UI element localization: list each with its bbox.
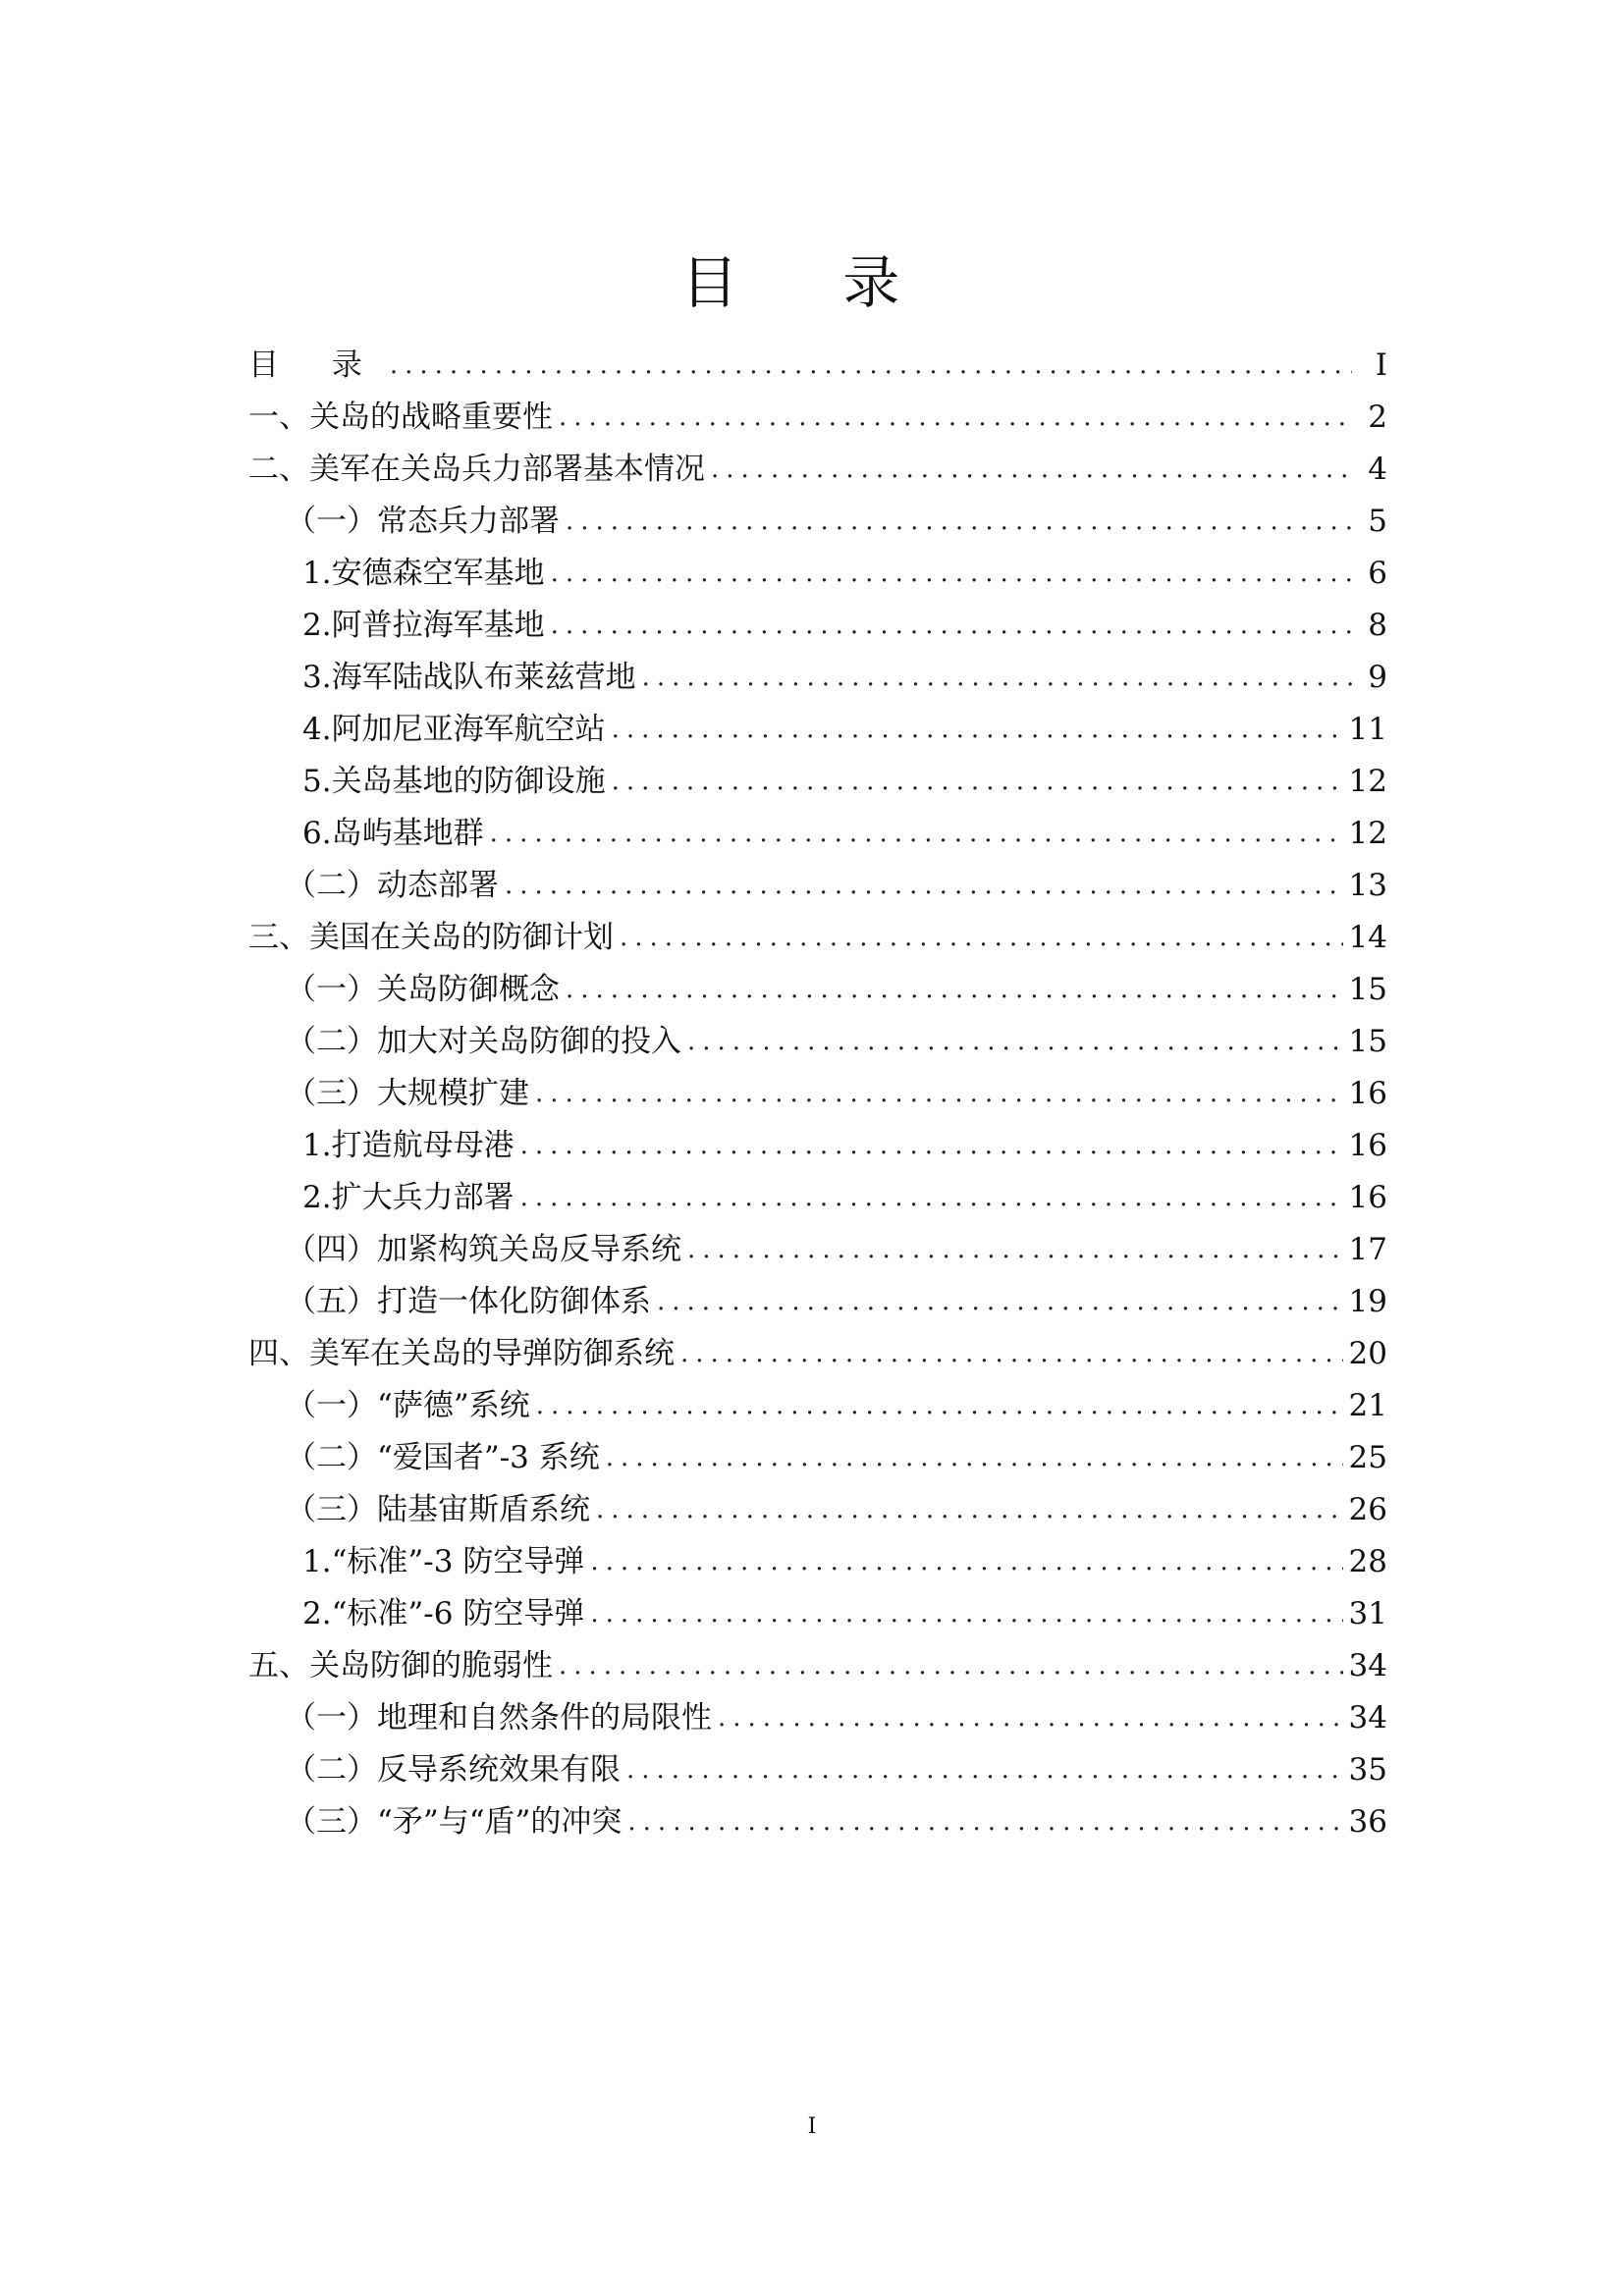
toc-entry-page: 5 — [1368, 504, 1387, 539]
toc-leader-dots — [520, 1172, 1343, 1224]
toc-entry[interactable] — [248, 392, 1387, 444]
toc-entry-page: 34 — [1348, 1700, 1387, 1735]
toc-entry-page: 8 — [1368, 608, 1387, 643]
toc-entry[interactable] — [286, 860, 1387, 912]
toc-entry-label: 一、关岛的战略重要性 — [248, 400, 553, 435]
toc-entry-label: 2.阿普拉海军基地 — [302, 608, 545, 643]
toc-entry[interactable] — [302, 756, 1387, 808]
toc-entry[interactable] — [248, 1640, 1387, 1692]
toc-entry[interactable] — [302, 808, 1387, 860]
toc-entry[interactable] — [302, 1172, 1387, 1224]
toc-entry-page: 9 — [1368, 660, 1387, 695]
toc-entry-page: 21 — [1348, 1388, 1387, 1423]
toc-entry-page: 14 — [1348, 920, 1387, 955]
toc-entry[interactable] — [286, 1068, 1387, 1120]
toc-entry[interactable] — [248, 912, 1387, 964]
toc-leader-dots — [612, 704, 1343, 756]
toc-entry-page: 28 — [1348, 1544, 1387, 1579]
toc-leader-dots — [390, 340, 1352, 392]
toc-leader-dots — [520, 1120, 1343, 1172]
toc-entry-label: （二）动态部署 — [286, 868, 499, 903]
toc-entry-page: 4 — [1368, 452, 1387, 487]
toc-entry-page: 13 — [1348, 868, 1387, 903]
toc-entry-page: 11 — [1348, 712, 1387, 747]
toc-entry[interactable] — [248, 1328, 1387, 1380]
toc-entry[interactable] — [248, 444, 1387, 496]
toc-entry-label: 四、美军在关岛的导弹防御系统 — [248, 1336, 675, 1371]
toc-entry-label: 3.海军陆战队布莱兹营地 — [302, 660, 636, 695]
toc-entry-label: 2.“标准”-6 防空导弹 — [302, 1596, 585, 1631]
toc-entry-page: 12 — [1348, 764, 1387, 799]
toc-leader-dots — [642, 652, 1352, 704]
toc-entry-page: 15 — [1348, 1024, 1387, 1059]
toc-entry[interactable] — [286, 1796, 1387, 1848]
toc-entry[interactable] — [286, 1016, 1387, 1068]
toc-entry[interactable] — [302, 1120, 1387, 1172]
toc-entry[interactable] — [286, 496, 1387, 548]
toc-leader-dots — [612, 756, 1343, 808]
toc-leader-dots — [620, 912, 1343, 964]
toc-leader-dots — [627, 1796, 1342, 1848]
toc-entry-label: （三）陆基宙斯盾系统 — [286, 1492, 590, 1527]
toc-entry-label: （一）“萨德”系统 — [286, 1388, 530, 1423]
toc-entry-page: 19 — [1348, 1284, 1387, 1319]
toc-entry-page: 20 — [1348, 1336, 1387, 1371]
toc-entry[interactable] — [286, 1380, 1387, 1432]
toc-entry-label: （四）加紧构筑关岛反导系统 — [286, 1232, 681, 1267]
toc-entry-label: 五、关岛防御的脆弱性 — [248, 1648, 553, 1683]
toc-entry-label: （一）地理和自然条件的局限性 — [286, 1700, 712, 1735]
toc-entry-page: 16 — [1348, 1076, 1387, 1111]
toc-entry[interactable] — [286, 1224, 1387, 1276]
toc-entry[interactable] — [302, 1536, 1387, 1588]
toc-entry-page: 31 — [1348, 1596, 1387, 1631]
toc-leader-dots — [505, 860, 1343, 912]
toc-leader-dots — [535, 1068, 1343, 1120]
toc-entry-page: 35 — [1348, 1752, 1387, 1788]
toc-entry[interactable] — [286, 1276, 1387, 1328]
footer-page-number: I — [807, 2114, 817, 2139]
toc-entry[interactable] — [286, 1432, 1387, 1484]
toc-entry-label: （三）“矛”与“盾”的冲突 — [286, 1804, 623, 1840]
toc-leader-dots — [566, 964, 1343, 1016]
toc-leader-dots — [590, 1536, 1342, 1588]
toc-entry-page: 16 — [1348, 1128, 1387, 1163]
toc-entry-label: 1.打造航母母港 — [302, 1128, 514, 1163]
toc-entry-page: 6 — [1368, 556, 1387, 591]
toc-leader-dots — [590, 1588, 1342, 1640]
toc-leader-dots — [559, 1640, 1343, 1692]
toc-leader-dots — [536, 1380, 1343, 1432]
toc-leader-dots — [551, 548, 1352, 600]
toc-entry[interactable] — [286, 1484, 1387, 1536]
toc-entry-label: 4.阿加尼亚海军航空站 — [302, 712, 606, 747]
toc-entry-page: 12 — [1348, 816, 1387, 851]
toc-entry-page: 25 — [1348, 1440, 1387, 1475]
toc-leader-dots — [711, 444, 1352, 496]
toc-entry-label: 三、美国在关岛的防御计划 — [248, 920, 614, 955]
toc-entry-label: 目 录 — [248, 347, 384, 383]
toc-entry-label: 2.扩大兵力部署 — [302, 1180, 514, 1215]
toc-entry-page: 36 — [1348, 1804, 1387, 1840]
toc-entry-label: 1.安德森空军基地 — [302, 556, 545, 591]
toc-entry[interactable] — [302, 652, 1387, 704]
toc-entry-label: 1.“标准”-3 防空导弹 — [302, 1544, 585, 1579]
toc-entry-label: （五）打造一体化防御体系 — [286, 1284, 651, 1319]
toc-leader-dots — [626, 1744, 1343, 1796]
toc-entry[interactable] — [302, 600, 1387, 652]
toc-leader-dots — [687, 1016, 1343, 1068]
toc-entry-label: （一）常态兵力部署 — [286, 504, 560, 539]
toc-leader-dots — [559, 392, 1352, 444]
toc-entry-page: 26 — [1348, 1492, 1387, 1527]
toc-entry-label: （二）反导系统效果有限 — [286, 1752, 621, 1788]
toc-entry[interactable] — [286, 964, 1387, 1016]
toc-entry-page: 2 — [1368, 400, 1387, 435]
toc-entry[interactable] — [286, 1692, 1387, 1744]
toc-entry[interactable] — [302, 1588, 1387, 1640]
toc-entry-page: 34 — [1348, 1648, 1387, 1683]
toc-entry-page: 17 — [1348, 1232, 1387, 1267]
toc-entry-label: （二）加大对关岛防御的投入 — [286, 1024, 681, 1059]
page-title: 目 录 — [680, 249, 944, 316]
toc-entry-label: （三）大规模扩建 — [286, 1076, 529, 1111]
toc-entry-page: I — [1375, 347, 1387, 383]
toc-entry-page: 15 — [1348, 972, 1387, 1007]
toc-leader-dots — [680, 1328, 1343, 1380]
toc-leader-dots — [718, 1692, 1343, 1744]
toc-leader-dots — [551, 600, 1352, 652]
toc-entry[interactable] — [302, 704, 1387, 756]
toc-entry-label: （一）关岛防御概念 — [286, 972, 560, 1007]
toc-leader-dots — [490, 808, 1343, 860]
toc-entry-label: 二、美军在关岛兵力部署基本情况 — [248, 452, 705, 487]
toc-leader-dots — [596, 1484, 1343, 1536]
toc-leader-dots — [566, 496, 1352, 548]
toc-entry-label: （二）“爱国者”-3 系统 — [286, 1440, 600, 1475]
toc-leader-dots — [687, 1224, 1343, 1276]
toc-entry[interactable] — [286, 1744, 1387, 1796]
toc-entry-label: 5.关岛基地的防御设施 — [302, 764, 606, 799]
toc-entry-page: 16 — [1348, 1180, 1387, 1215]
toc-leader-dots — [657, 1276, 1343, 1328]
toc-leader-dots — [606, 1432, 1343, 1484]
toc-entry[interactable] — [248, 340, 1387, 392]
toc-entry-label: 6.岛屿基地群 — [302, 816, 484, 851]
toc-entry[interactable] — [302, 548, 1387, 600]
